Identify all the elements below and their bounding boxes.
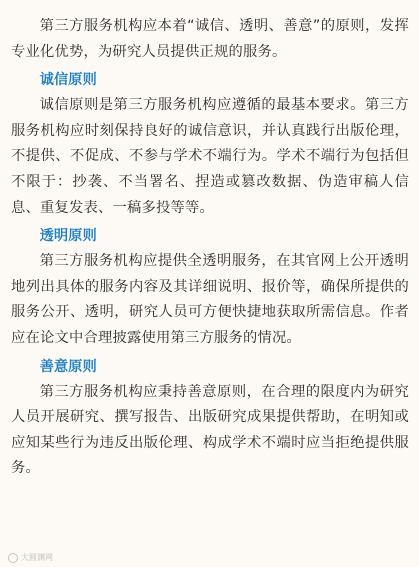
watermark: [8, 552, 53, 563]
section-body-transparency: 第三方服务机构应提供全透明服务，在其官网上公开透明地列出具体的服务内容及其详细说明、报价等，确保所提供的服务公开、透明，研究人员可方便快捷地获取所需信息。作者应在论文中合理披露使用第三方服务的情况。: [11, 253, 409, 346]
section-heading-transparency: 透明原则: [39, 228, 97, 245]
section-body-goodwill: 第三方服务机构应秉持善意原则，在合理的限度内为研究人员开展研究、撰写报告、出版研究成果提供帮助，在明知或应知某些行为违反出版伦理、构成学术不端时应当拒绝提供服务。: [11, 383, 409, 477]
article-body: [11, 14, 409, 482]
watermark-text: 大圆渊网: [21, 553, 53, 562]
watermark-logo-icon: [8, 553, 18, 563]
section-heading-goodwill: 善意原则: [39, 358, 97, 375]
section-heading-integrity: 诚信原则: [39, 72, 97, 89]
intro-paragraph: 第三方服务机构应本着“诚信、透明、善意”的原则，发挥专业化优势，为研究人员提供正规的服务。: [11, 18, 409, 60]
section-body-integrity: 诚信原则是第三方服务机构应遵循的最基本要求。第三方服务机构应时刻保持良好的诚信意识，并认真践行出版伦理，不提供、不促成、不参与学术不端行为。学术不端行为包括但不限于：抄袭、不当署名、捏造或篡改数据、伪造审稿人信息、重复发表、一稿多投等等。: [11, 97, 409, 216]
